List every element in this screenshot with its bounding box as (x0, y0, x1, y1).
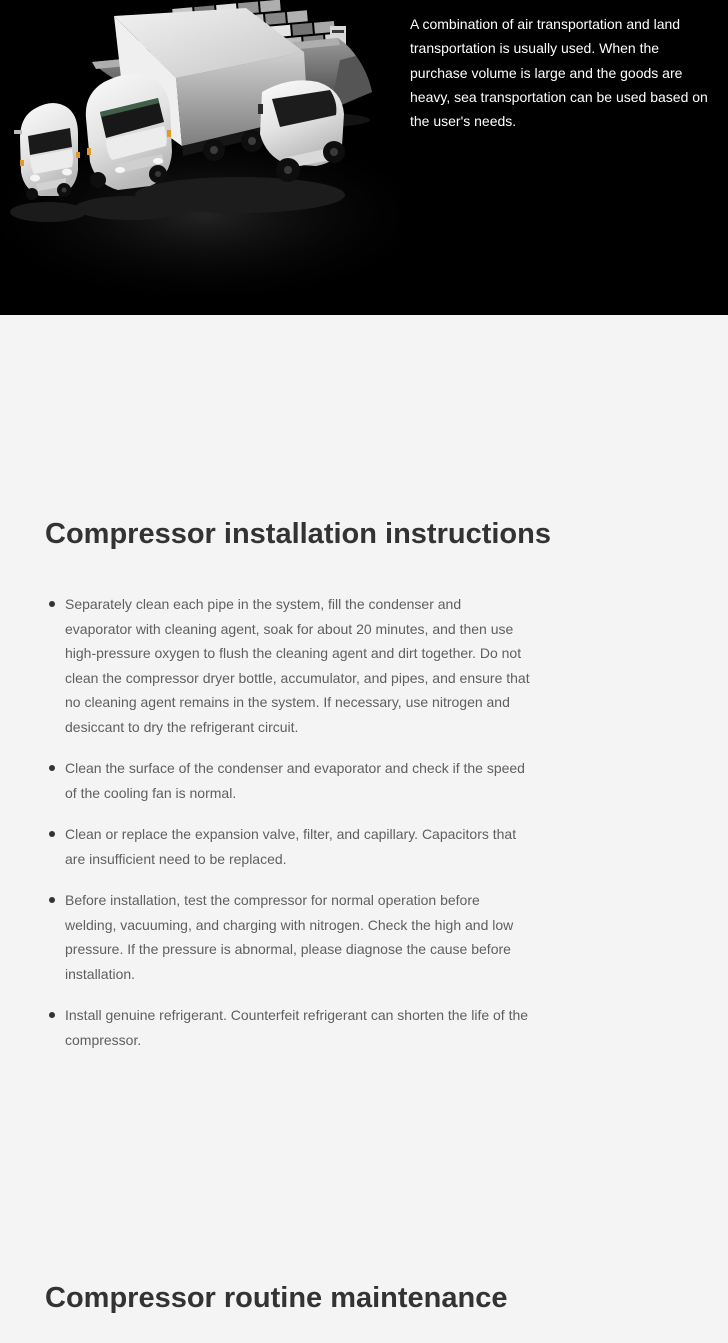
installation-section-heading: Compressor installation instructions (45, 518, 551, 550)
maintenance-section-heading: Compressor routine maintenance (45, 1282, 508, 1314)
bullet-item: Clean the surface of the condenser and evaporator and check if the speed of the cooling fan is normal. (45, 756, 530, 805)
bullet-item: Separately clean each pipe in the system, fill the condenser and evaporator with cleaning agent, soak for about 20 minutes, and then use high-pressure oxygen to flush the cleaning agent and dirt together. Do not clean the compressor dryer bottle, accumulator, and pipes, and ensure that no cleaning agent remains in the system. If necessary, use nitrogen and desiccant to dry the refrigerant circuit. (45, 592, 530, 739)
hero-caption: A combination of air transportation and land transportation is usually used. When the purchase volume is large and the goods are heavy, sea transportation can be used based on the user's needs. (410, 16, 708, 130)
bullet-item: Install genuine refrigerant. Counterfeit refrigerant can shorten the life of the compressor. (45, 1003, 530, 1052)
bullet-item: Before installation, test the compressor for normal operation before welding, vacuuming, and charging with nitrogen. Check the high and low pressure. If the pressure is abnormal, please diagnose the cause before installation. (45, 888, 530, 986)
car-reflection (10, 202, 86, 222)
installation-bullet-list (45, 592, 530, 1069)
transport-vehicles-image (0, 0, 400, 315)
bullet-item: Clean or replace the expansion valve, filter, and capillary. Capacitors that are insufficient need to be replaced. (45, 822, 530, 871)
van-reflection (75, 196, 185, 220)
hero-banner (0, 0, 728, 315)
